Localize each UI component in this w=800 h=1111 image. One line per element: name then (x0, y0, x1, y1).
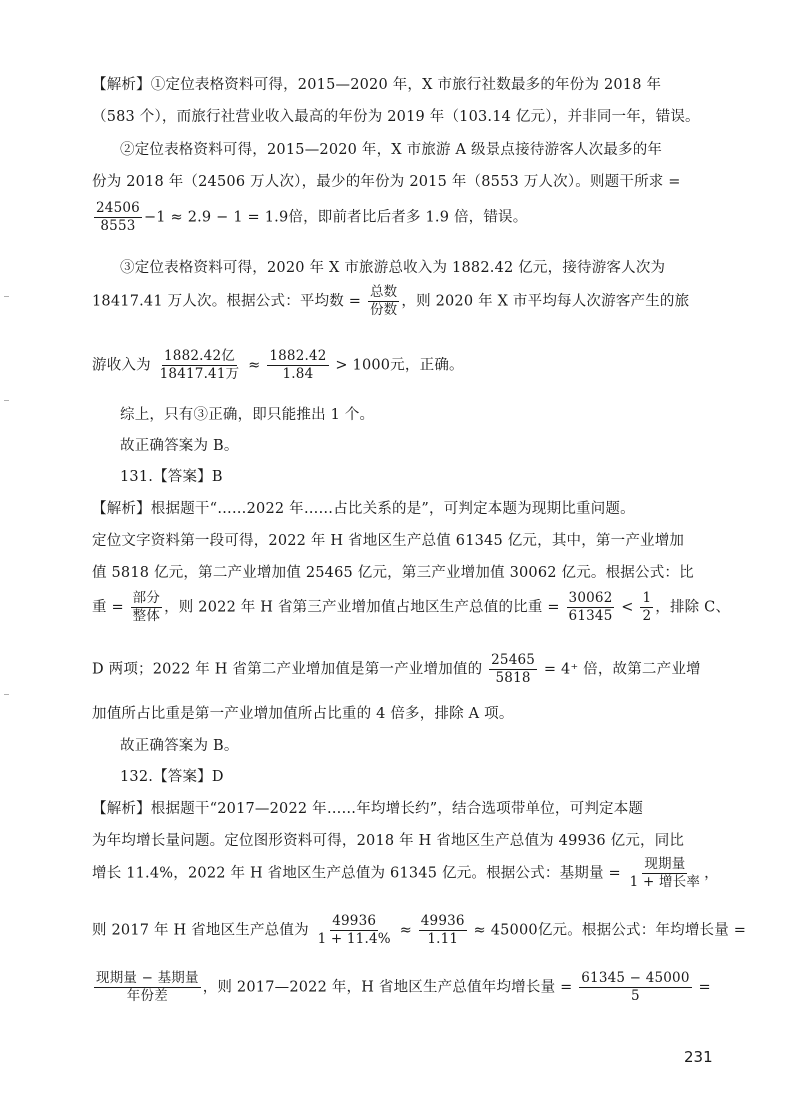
text-run: 增长 11.4%，2022 年 H 省地区生产总值为 61345 亿元。根据公式：基期量 = (92, 865, 621, 882)
q131-analysis-line-6: 加值所占比重是第一产业增加值所占比重的 4 倍多，排除 A 项。 (92, 706, 514, 722)
fraction-numerator: 49936 (420, 913, 465, 929)
fraction-numerator: 现期量 − 基期量 (96, 970, 199, 986)
fraction-numerator: 30062 (568, 590, 613, 606)
fraction-denominator: 1 + 增长率 (629, 874, 701, 890)
q131-analysis-line-4 (92, 590, 731, 625)
fraction-denominator: 1.84 (282, 366, 314, 382)
fraction-denominator: 18417.41万 (159, 366, 240, 382)
fraction-denominator: 2 (642, 608, 652, 624)
q130-answer-conclusion: 故正确答案为 B。 (120, 438, 239, 454)
text-run: ，则 2017—2022 年，H 省地区生产总值年均增长量 = (202, 979, 573, 996)
fraction (158, 348, 242, 383)
fraction-denominator: 年份差 (126, 988, 168, 1004)
q130-analysis-line-6: ③定位表格资料可得，2020 年 X 市旅游总收入为 1882.42 亿元，接待游客人次为 (120, 260, 666, 276)
fraction-denominator: 1.11 (427, 931, 459, 947)
fraction-denominator: 5 (631, 988, 640, 1004)
text-run: 重 = (92, 599, 124, 616)
text-run: D 两项；2022 年 H 省第二产业增加值是第一产业增加值的 (92, 661, 483, 678)
fraction (628, 856, 702, 891)
fraction (579, 970, 691, 1005)
fraction (640, 590, 653, 625)
text-run: ≈ 45000亿元。根据公式：年均增长量 = (473, 922, 747, 939)
fraction-numerator: 总数 (369, 284, 398, 300)
text-run: = 4⁺ 倍，故第二产业增 (543, 661, 701, 678)
fraction (489, 652, 537, 687)
fraction (94, 970, 201, 1005)
text-run: ，排除 C、 (655, 599, 731, 616)
text-run: ，则 2022 年 H 省第三产业增加值占地区生产总值的比重 = (164, 599, 560, 616)
fraction (94, 200, 142, 235)
q130-analysis-line-7 (92, 284, 724, 319)
fraction-numerator: 现期量 (644, 856, 686, 872)
fraction (368, 284, 399, 319)
fraction-denominator: 1 + 11.4% (317, 931, 391, 947)
q132-analysis-line-5 (92, 970, 724, 1005)
text-run: = (698, 979, 711, 996)
text-run: 18417.41 万人次。根据公式：平均数 = (92, 293, 362, 310)
q132-answer-line: 132.【答案】D (120, 769, 224, 785)
fraction (567, 590, 615, 625)
q131-answer-line: 131.【答案】B (120, 469, 223, 485)
fraction-numerator: 25465 (491, 652, 536, 668)
fraction-denominator: 8553 (100, 218, 136, 234)
fraction (267, 348, 328, 383)
q130-analysis-line-5 (92, 200, 724, 235)
fraction-denominator: 5818 (495, 670, 531, 686)
text-run: ， (704, 865, 719, 882)
text-run: > 1000元，正确。 (335, 357, 464, 374)
text-run: −1 ≈ 2.9 − 1 = 1.9倍，即前者比后者多 1.9 倍，错误。 (143, 209, 528, 226)
approx-symbol: ≈ (248, 357, 261, 374)
text-run: ，则 2020 年 X 市平均每人次游客产生的旅 (401, 293, 690, 310)
fraction (131, 590, 162, 625)
text-run: 游收入为 (92, 357, 151, 374)
page-number: 231 (684, 1048, 713, 1066)
text-run: 则 2017 年 H 省地区生产总值为 (92, 922, 309, 939)
q131-analysis-line-3: 值 5818 亿元，第二产业增加值 25465 亿元，第三产业增加值 30062 亿元。根据公式：比 (92, 565, 694, 581)
q130-analysis-line-8 (92, 348, 724, 383)
q130-summary-line: 综上，只有③正确，即只能推出 1 个。 (120, 407, 375, 423)
q130-analysis-line-4: 份为 2018 年（24506 万人次），最少的年份为 2015 年（8553 万人次）。则题干所求 = (92, 174, 681, 190)
fraction-numerator: 部分 (132, 590, 161, 606)
fraction (316, 913, 393, 948)
q131-analysis-line-1: 【解析】根据题干“……2022 年……占比关系的是”，可判定本题为现期比重问题。 (92, 501, 635, 517)
q131-analysis-line-5 (92, 652, 724, 687)
scan-mark (4, 296, 9, 297)
fraction-numerator: 61345 − 45000 (581, 970, 690, 986)
q132-analysis-line-3 (92, 856, 724, 891)
fraction-denominator: 整体 (132, 608, 161, 624)
less-than-symbol: < (621, 599, 634, 616)
fraction-numerator: 1 (642, 590, 652, 606)
fraction-numerator: 1882.42 (269, 348, 327, 364)
q132-analysis-line-2: 为年均增长量问题。定位图形资料可得，2018 年 H 省地区生产总值为 49936 亿元，同比 (92, 833, 685, 849)
q130-analysis-line-2: （583 个），而旅行社营业收入最高的年份为 2019 年（103.14 亿元），并非同一年，错误。 (92, 109, 700, 125)
q131-answer-conclusion: 故正确答案为 B。 (120, 738, 239, 754)
q132-analysis-line-4 (92, 913, 747, 948)
fraction-numerator: 49936 (332, 913, 377, 929)
approx-symbol: ≈ (399, 922, 412, 939)
q132-analysis-line-1: 【解析】根据题干“2017—2022 年……年均增长约”，结合选项带单位，可判定本题 (92, 801, 644, 817)
scan-mark (4, 694, 9, 695)
fraction (419, 913, 467, 948)
q130-analysis-line-1: 【解析】①定位表格资料可得，2015—2020 年，X 市旅行社数最多的年份为 2018 年 (92, 77, 662, 93)
fraction-denominator: 份数 (369, 302, 398, 318)
fraction-denominator: 61345 (568, 608, 613, 624)
fraction-numerator: 24506 (96, 200, 140, 216)
q131-analysis-line-2: 定位文字资料第一段可得，2022 年 H 省地区生产总值 61345 亿元，其中，第一产业增加 (92, 533, 685, 549)
scan-mark (4, 400, 9, 401)
q130-analysis-line-3: ②定位表格资料可得，2015—2020 年，X 市旅游 A 级景点接待游客人次最多的年 (120, 142, 663, 158)
fraction-numerator: 1882.42亿 (164, 348, 235, 364)
